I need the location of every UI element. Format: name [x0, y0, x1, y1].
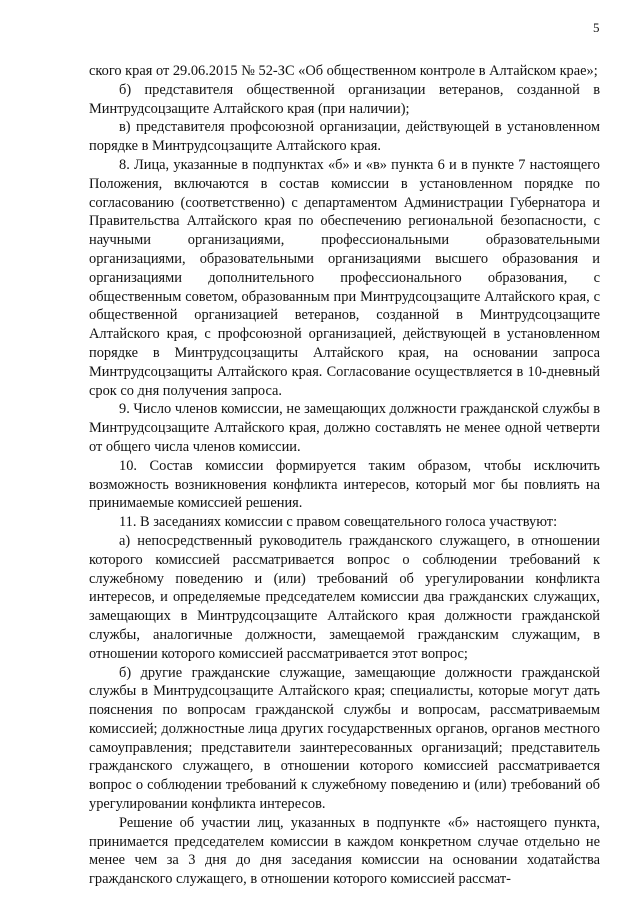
paragraph-subitem-v-union: в) представителя профсоюзной организации, действующей в установленном порядке в Минтрудсоцзащите Алтайского края.	[89, 119, 600, 155]
paragraph-subitem-b-veterans: б) представителя общественной организации ветеранов, созданной в Минтрудсоцзащите Алтайского края (при наличии);	[89, 81, 600, 117]
paragraph-decision: Решение об участии лиц, указанных в подпункте «б» настоящего пункта, принимается председателем комиссии в каждом конкретном случае отдельно не менее чем за 3 дня до дня заседания комиссии на основании ходатайства гражданского служащего, в отношении которого комиссией рассмат-	[89, 814, 600, 888]
document-body	[89, 62, 600, 889]
page-number: 5	[593, 20, 600, 35]
paragraph-clause-8: 8. Лица, указанные в подпунктах «б» и «в» пункта 6 и в пункте 7 настоящего Положения, включаются в состав комиссии в установленном порядке по согласованию (соответственно) с департаментом Администрации Губернатора и Правительства Алтайского края по обеспечению региональной безопасности, с научными организациями, профессиональными образовательными организациями, образовательными организациями высшего образования и организациями дополнительного профессионального образования, с общественным советом, образованным при Минтрудсоцзащите Алтайского края, с общественной организацией ветеранов, созданной в Минтрудсоцзащите Алтайского края, с профсоюзной организацией, действующей в установленном порядке в Минтрудсоцзащиты Алтайского края, на основании запроса Минтрудсоцзащиты Алтайского края. Согласование осуществляется в 10-дневный срок со дня получения запроса.	[89, 156, 600, 399]
paragraph-clause-11-a: а) непосредственный руководитель гражданского служащего, в отношении которого комиссией рассматривается вопрос о соблюдении требований к служебному поведению и (или) требований об урегулировании конфликта интересов, и определяемые председателем комиссии два гражданских служащих, замещающих в Минтрудсоцзащите Алтайского края должности гражданской службы, аналогичные должности, замещаемой гражданским служащим, в отношении которого комиссией рассматривается этот вопрос;	[89, 532, 600, 662]
paragraph-continuation: ского края от 29.06.2015 № 52-ЗС «Об общественном контроле в Алтайском крае»;	[89, 63, 598, 79]
paragraph-clause-11-b: б) другие гражданские служащие, замещающие должности гражданской службы в Минтрудсоцзащите Алтайского края; специалисты, которые могут дать пояснения по вопросам гражданской службы и вопросам, рассматриваемым комиссией; должностные лица других государственных органов, органов местного самоуправления; представители заинтересованных организаций; представитель гражданского служащего, в отношении которого комиссией рассматривается вопрос о соблюдении требований к служебному поведению и (или) требований об урегулировании конфликта интересов.	[89, 664, 600, 813]
paragraph-clause-9: 9. Число членов комиссии, не замещающих должности гражданской службы в Минтрудсоцзащите Алтайского края, должно составлять не менее одной четверти от общего числа членов комиссии.	[89, 401, 600, 455]
paragraph-clause-10: 10. Состав комиссии формируется таким образом, чтобы исключить возможность возникновения конфликта интересов, который мог бы повлиять на принимаемые комиссией решения.	[89, 457, 600, 512]
paragraph-clause-11: 11. В заседаниях комиссии с правом совещательного голоса участвуют:	[119, 514, 558, 531]
